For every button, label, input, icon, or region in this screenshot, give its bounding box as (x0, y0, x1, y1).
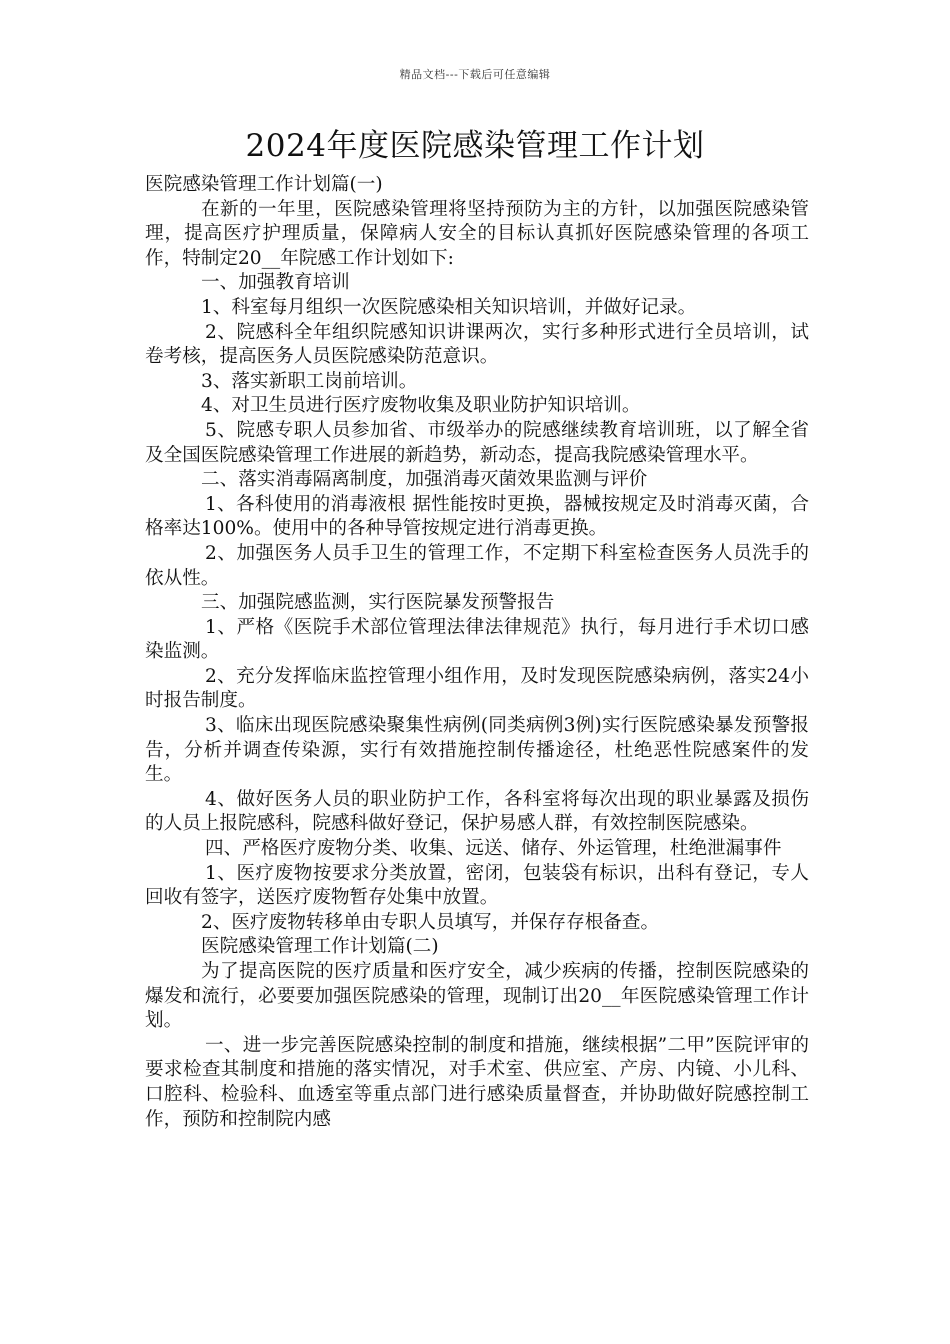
paragraph: 为了提高医院的医疗质量和医疗安全，减少疾病的传播，控制医院感染的爆发和流行，必要要加强医院感染的管理，现制订出20__年医院感染管理工作计划。 (145, 961, 809, 1032)
list-item: 1、医疗废物按要求分类放置，密闭，包装袋有标识，出科有登记，专人回收有签字，送医疗废物暂存处集中放置。 (145, 862, 809, 909)
list-item: 3、临床出现医院感染聚集性病例(同类病例3例)实行医院感染暴发预警报告，分析并调查传染源，实行有效措施控制传播途径，杜绝恶性院感案件的发生。 (145, 715, 809, 786)
list-item: 2、充分发挥临床监控管理小组作用，及时发现医院感染病例，落实24小时报告制度。 (145, 665, 809, 712)
subheading: 二、落实消毒隔离制度，加强消毒灭菌效果监测与评价 (201, 469, 648, 491)
section-heading: 医院感染管理工作计划篇(二) (201, 936, 439, 958)
list-item: 1、科室每月组织一次医院感染相关知识培训，并做好记录。 (201, 296, 697, 318)
list-item: 2、医疗废物转移单由专职人员填写，并保存存根备查。 (201, 911, 660, 933)
list-item: 1、各科使用的消毒液根 据性能按时更换，器械按规定及时消毒灭菌，合格率达100%。使用中的各种导管按规定进行消毒更换。 (145, 493, 809, 540)
list-item: 3、落实新职工岗前培训。 (201, 370, 418, 392)
header-note: 精品文档---下载后可任意编辑 (399, 68, 551, 81)
list-item: 4、做好医务人员的职业防护工作，各科室将每次出现的职业暴露及损伤的人员上报院感科，院感科做好登记，保护易感人群，有效控制医院感染。 (145, 788, 809, 835)
subheading: 四、严格医疗废物分类、收集、远送、储存、外运管理，杜绝泄漏事件 (205, 838, 782, 860)
subheading: 一、加强教育培训 (201, 272, 350, 294)
list-item: 4、对卫生员进行医疗废物收集及职业防护知识培训。 (201, 395, 641, 417)
section-heading: 医院感染管理工作计划篇(一) (145, 174, 383, 195)
document-title: 2024年度医院感染管理工作计划 (245, 128, 705, 164)
paragraph: 在新的一年里，医院感染管理将坚持预防为主的方针，以加强医院感染管理，提高医疗护理质量，保障病人安全的目标认真抓好医院感染管理的各项工作，特制定20__年院感工作计划如下: (145, 198, 809, 269)
subheading: 三、加强院感监测，实行医院暴发预警报告 (201, 592, 555, 614)
document-body (145, 173, 809, 1132)
list-item: 2、加强医务人员手卫生的管理工作，不定期下科室检查医务人员洗手的依从性。 (145, 542, 809, 589)
list-item: 5、院感专职人员参加省、市级举办的院感继续教育培训班，以了解全省及全国医院感染管理工作进展的新趋势，新动态，提高我院感染管理水平。 (145, 419, 809, 466)
paragraph: 一、进一步完善医院感染控制的制度和措施，继续根据”二甲”医院评审的要求检查其制度和措施的落实情况，对手术室、供应室、产房、内镜、小儿科、口腔科、检验科、血透室等重点部门进行感染质量督查，并协助做好院感控制工作，预防和控制院内感 (145, 1034, 809, 1130)
list-item: 1、严格《医院手术部位管理法律法律规范》执行，每月进行手术切口感染监测。 (145, 616, 809, 663)
list-item: 2、院感科全年组织院感知识讲课两次，实行多种形式进行全员培训，试卷考核，提高医务人员医院感染防范意识。 (145, 321, 809, 368)
